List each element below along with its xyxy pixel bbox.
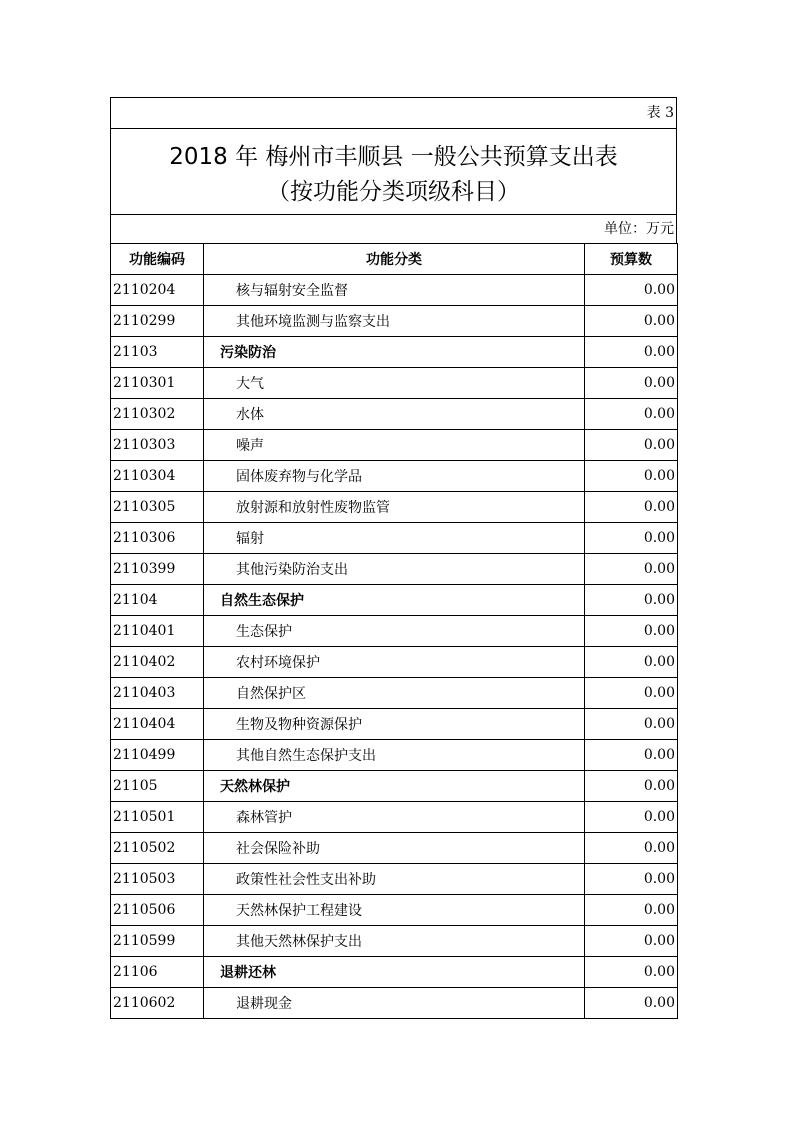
budget-amount-cell: 0.00 — [585, 864, 678, 895]
function-code-cell: 2110306 — [111, 523, 204, 554]
function-name-cell: 自然保护区 — [204, 678, 585, 709]
function-code-cell: 2110404 — [111, 709, 204, 740]
budget-amount-cell: 0.00 — [585, 554, 678, 585]
table-row — [111, 616, 678, 647]
table-row — [111, 430, 678, 461]
table-row — [111, 523, 678, 554]
function-code-cell: 2110503 — [111, 864, 204, 895]
table-row — [111, 802, 678, 833]
table-tag: 表 3 — [110, 97, 677, 128]
function-code-cell: 2110502 — [111, 833, 204, 864]
function-name-cell: 退耕还林 — [204, 957, 585, 988]
budget-amount-cell: 0.00 — [585, 833, 678, 864]
table-row — [111, 368, 678, 399]
function-name-cell: 生物及物种资源保护 — [204, 709, 585, 740]
function-code-cell: 2110401 — [111, 616, 204, 647]
budget-amount-cell: 0.00 — [585, 988, 678, 1019]
table-row — [111, 275, 678, 306]
table-row — [111, 554, 678, 585]
function-name-cell: 大气 — [204, 368, 585, 399]
function-code-cell: 2110303 — [111, 430, 204, 461]
table-title — [110, 128, 677, 214]
function-name-cell: 天然林保护工程建设 — [204, 895, 585, 926]
function-code-cell: 2110602 — [111, 988, 204, 1019]
table-row — [111, 895, 678, 926]
function-name-cell: 社会保险补助 — [204, 833, 585, 864]
function-name-cell: 森林管护 — [204, 802, 585, 833]
function-name-cell: 其他污染防治支出 — [204, 554, 585, 585]
function-code-cell: 2110301 — [111, 368, 204, 399]
budget-amount-cell: 0.00 — [585, 368, 678, 399]
budget-amount-cell: 0.00 — [585, 492, 678, 523]
budget-amount-cell: 0.00 — [585, 306, 678, 337]
title-line-2: （按功能分类项级科目） — [267, 179, 520, 205]
function-name-cell: 核与辐射安全监督 — [204, 275, 585, 306]
unit-label: 单位：万元 — [110, 214, 677, 243]
function-code-cell: 2110403 — [111, 678, 204, 709]
table-row — [111, 957, 678, 988]
budget-amount-cell: 0.00 — [585, 616, 678, 647]
table-row — [111, 740, 678, 771]
function-name-cell: 污染防治 — [204, 337, 585, 368]
table-row — [111, 678, 678, 709]
table-row — [111, 833, 678, 864]
table-row — [111, 585, 678, 616]
function-code-cell: 2110305 — [111, 492, 204, 523]
budget-amount-cell: 0.00 — [585, 461, 678, 492]
function-name-cell: 辐射 — [204, 523, 585, 554]
function-name-cell: 生态保护 — [204, 616, 585, 647]
header-name: 功能分类 — [204, 244, 585, 275]
budget-table — [110, 243, 678, 1019]
function-code-cell: 2110599 — [111, 926, 204, 957]
function-name-cell: 其他自然生态保护支出 — [204, 740, 585, 771]
table-body — [111, 275, 678, 1019]
budget-amount-cell: 0.00 — [585, 585, 678, 616]
function-code-cell: 21104 — [111, 585, 204, 616]
table-row — [111, 926, 678, 957]
budget-amount-cell: 0.00 — [585, 895, 678, 926]
budget-amount-cell: 0.00 — [585, 430, 678, 461]
header-row — [111, 244, 678, 275]
function-code-cell: 2110499 — [111, 740, 204, 771]
function-name-cell: 放射源和放射性废物监管 — [204, 492, 585, 523]
budget-amount-cell: 0.00 — [585, 399, 678, 430]
function-name-cell: 退耕现金 — [204, 988, 585, 1019]
budget-amount-cell: 0.00 — [585, 275, 678, 306]
function-code-cell: 2110304 — [111, 461, 204, 492]
table-row — [111, 306, 678, 337]
table-row — [111, 337, 678, 368]
budget-amount-cell: 0.00 — [585, 771, 678, 802]
function-code-cell: 2110399 — [111, 554, 204, 585]
budget-amount-cell: 0.00 — [585, 926, 678, 957]
function-name-cell: 水体 — [204, 399, 585, 430]
header-amount: 预算数 — [585, 244, 678, 275]
budget-amount-cell: 0.00 — [585, 523, 678, 554]
function-code-cell: 21103 — [111, 337, 204, 368]
function-code-cell: 21106 — [111, 957, 204, 988]
function-code-cell: 2110204 — [111, 275, 204, 306]
budget-sheet — [110, 97, 677, 1019]
budget-amount-cell: 0.00 — [585, 957, 678, 988]
budget-amount-cell: 0.00 — [585, 709, 678, 740]
budget-amount-cell: 0.00 — [585, 647, 678, 678]
function-name-cell: 天然林保护 — [204, 771, 585, 802]
function-code-cell: 2110501 — [111, 802, 204, 833]
function-name-cell: 政策性社会性支出补助 — [204, 864, 585, 895]
table-row — [111, 864, 678, 895]
table-row — [111, 771, 678, 802]
function-code-cell: 2110506 — [111, 895, 204, 926]
function-name-cell: 其他天然林保护支出 — [204, 926, 585, 957]
table-row — [111, 709, 678, 740]
budget-amount-cell: 0.00 — [585, 802, 678, 833]
function-name-cell: 自然生态保护 — [204, 585, 585, 616]
function-name-cell: 固体废弃物与化学品 — [204, 461, 585, 492]
function-name-cell: 噪声 — [204, 430, 585, 461]
table-row — [111, 988, 678, 1019]
title-line-1: 2018 年 梅州市丰顺县 一般公共预算支出表 — [169, 144, 618, 170]
budget-amount-cell: 0.00 — [585, 678, 678, 709]
table-row — [111, 461, 678, 492]
budget-amount-cell: 0.00 — [585, 740, 678, 771]
table-row — [111, 647, 678, 678]
function-name-cell: 农村环境保护 — [204, 647, 585, 678]
header-code: 功能编码 — [111, 244, 204, 275]
table-row — [111, 492, 678, 523]
function-code-cell: 21105 — [111, 771, 204, 802]
budget-amount-cell: 0.00 — [585, 337, 678, 368]
function-code-cell: 2110302 — [111, 399, 204, 430]
function-name-cell: 其他环境监测与监察支出 — [204, 306, 585, 337]
table-row — [111, 399, 678, 430]
function-code-cell: 2110402 — [111, 647, 204, 678]
function-code-cell: 2110299 — [111, 306, 204, 337]
